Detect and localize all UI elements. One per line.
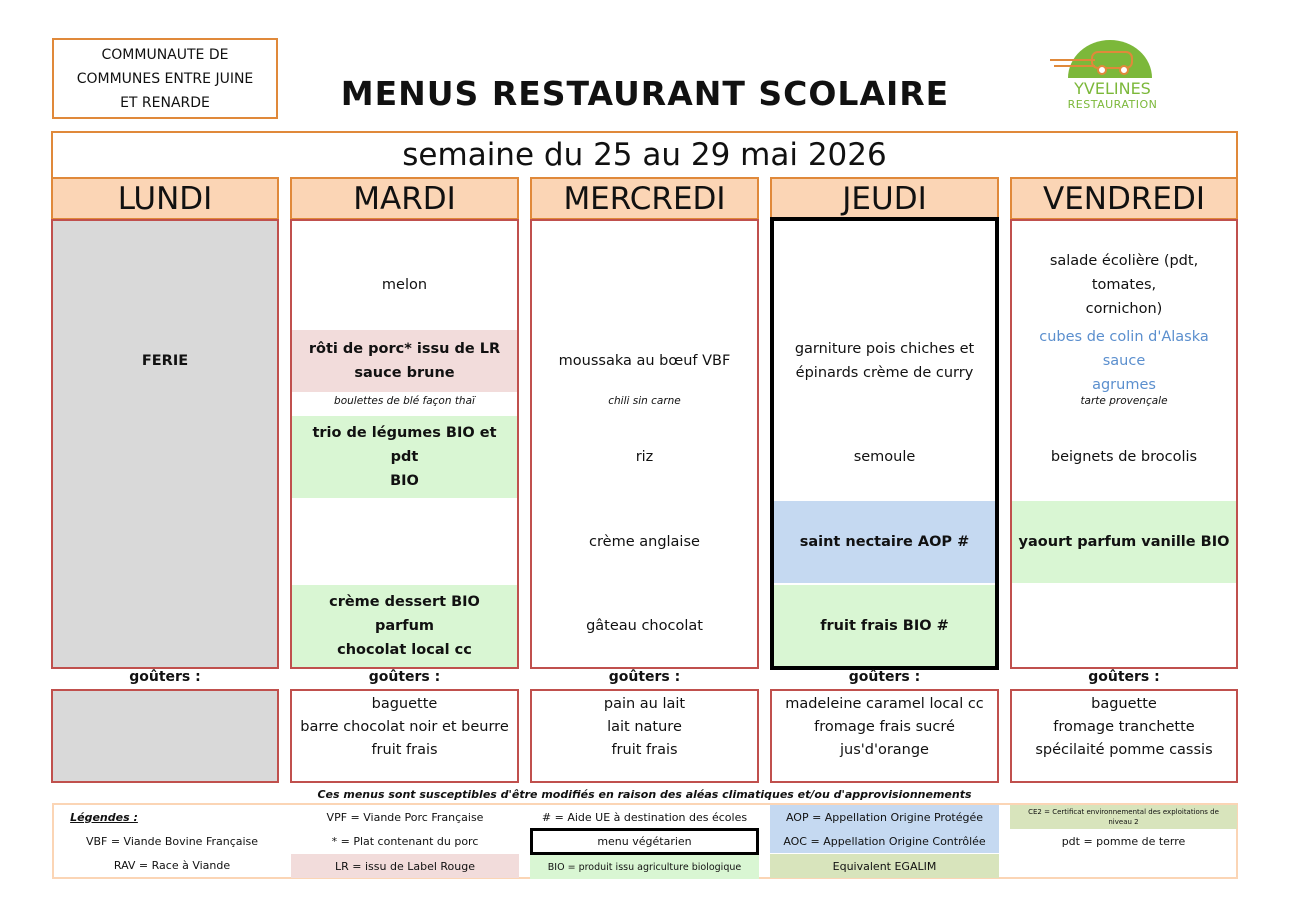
menu-main-mardi [292,330,517,392]
gouter-item: fruit frais [611,742,678,758]
legend-title-text: Légendes : [70,810,138,824]
disclaimer: Ces menus sont susceptibles d'être modifiés en raison des aléas climatiques et/ou d'approvisionnements [317,787,972,801]
gouter-box-lundi [51,689,279,783]
menu-dessert-mercredi: gâteau chocolat [586,618,703,634]
day-header-lundi: LUNDI [51,177,279,220]
menu-side-jeudi: semoule [853,449,916,465]
vegetarian-menu-frame [770,217,999,670]
org-line-2: COMMUNES ENTRE JUINE [76,70,254,87]
legend-aoc: AOC = Appellation Origine Contrôlée [770,829,999,853]
gouter-item: jus'd'orange [840,742,929,758]
menu-starter-vendredi-line1: salade écolière (pdt, tomates, [1049,253,1199,293]
menu-main-vendredi-line1: cubes de colin d'Alaska sauce [1039,329,1209,369]
gouter-item: fromage frais sucré [814,719,955,735]
gouter-box-mercredi [530,689,759,783]
menu-cheese-vendredi: yaourt parfum vanille BIO [1012,501,1236,583]
menu-side-mardi [292,416,517,498]
menu-main-lundi: FERIE [141,353,189,369]
menu-dessert-mardi [292,585,517,667]
legend-ce2: CE2 = Certificat environnemental des exploitations de niveau 2 [1010,805,1237,829]
gouter-label-mardi: goûters : [368,669,441,685]
legend-aop: AOP = Appellation Origine Protégée [770,805,999,829]
legend-bio: BIO = produit issu agriculture biologique [530,855,759,879]
gouter-box-vendredi [1010,689,1238,783]
menu-cheese-mercredi: crème anglaise [589,534,700,550]
menu-alt-mercredi: chili sin carne [608,395,681,407]
legend-vpf: VPF = Viande Porc Française [326,810,484,824]
gouter-label-lundi: goûters : [129,669,201,685]
gouter-item: madeleine caramel local cc [785,696,984,712]
legend-rav: RAV = Race à Viande [113,858,231,872]
menu-side-vendredi: beignets de brocolis [1050,449,1198,465]
legend-egalim: Equivalent EGALIM [770,854,999,878]
legend-ue: # = Aide UE à destination des écoles [541,810,748,824]
menu-dessert-mardi-line1: crème dessert BIO parfum [329,594,480,634]
legend-pdt: pdt = pomme de terre [1061,834,1186,848]
menu-side-mardi-line2: BIO [390,473,419,489]
menu-side-mardi-line1: trio de légumes BIO et pdt [312,425,497,465]
organization-box [52,38,278,119]
gouter-label-mercredi: goûters : [608,669,681,685]
legend-lr: LR = issu de Label Rouge [291,854,519,878]
gouter-item: fruit frais [371,742,438,758]
menu-main-mercredi: moussaka au bœuf VBF [558,353,731,369]
menu-alt-vendredi: tarte provençale [1080,395,1168,407]
menu-main-mardi-line1: rôti de porc* issu de LR [308,341,501,357]
menu-main-jeudi-line1: garniture pois chiches et [794,341,975,357]
menu-main-jeudi-line2: épinards crème de curry [795,365,974,381]
menu-starter-mardi: melon [381,277,428,293]
menu-main-vendredi-line2: agrumes [1092,377,1156,393]
menu-side-mercredi: riz [635,449,654,465]
org-line-3: ET RENARDE [120,94,210,111]
page-title: MENUS RESTAURANT SCOLAIRE [340,73,950,113]
legend-title [54,805,154,829]
day-header-mardi: MARDI [290,177,519,220]
menu-dessert-mardi-line2: chocolat local cc [337,642,472,658]
gouter-box-jeudi [770,689,999,783]
gouter-label-vendredi: goûters : [1088,669,1160,685]
gouter-item: pain au lait [603,696,686,712]
week-title: semaine du 25 au 29 mai 2026 [402,137,887,173]
legend-porc: * = Plat contenant du porc [331,834,479,848]
menu-alt-mardi: boulettes de blé façon thaï [334,395,475,407]
gouter-label-jeudi: goûters : [848,669,921,685]
menu-starter-vendredi [1012,246,1236,324]
gouter-item: spécilaité pomme cassis [1035,742,1213,758]
menu-main-vendredi [1012,330,1236,392]
gouter-item: baguette [371,696,438,712]
gouter-item: fromage tranchette [1053,719,1195,735]
gouter-item: baguette [1091,696,1157,712]
logo-subtitle: RESTAURATION [1067,97,1158,111]
org-line-1: COMMUNAUTE DE [101,46,229,63]
menu-dessert-jeudi: fruit frais BIO # [772,585,997,667]
day-header-mercredi: MERCREDI [530,177,759,220]
legend-vbf: VBF = Viande Bovine Française [85,834,259,848]
day-header-vendredi: VENDREDI [1010,177,1238,220]
menu-main-mardi-line2: sauce brune [354,365,455,381]
logo-name: YVELINES [1074,78,1151,98]
gouter-item: barre chocolat noir et beurre [300,719,509,735]
gouter-box-mardi [290,689,519,783]
gouter-item: lait nature [607,719,682,735]
legend-vegetarian: menu végétarien [530,828,759,855]
day-header-jeudi: JEUDI [770,177,999,220]
menu-starter-vendredi-line2: cornichon) [1085,301,1163,317]
menu-cheese-jeudi: saint nectaire AOP # [772,501,997,583]
